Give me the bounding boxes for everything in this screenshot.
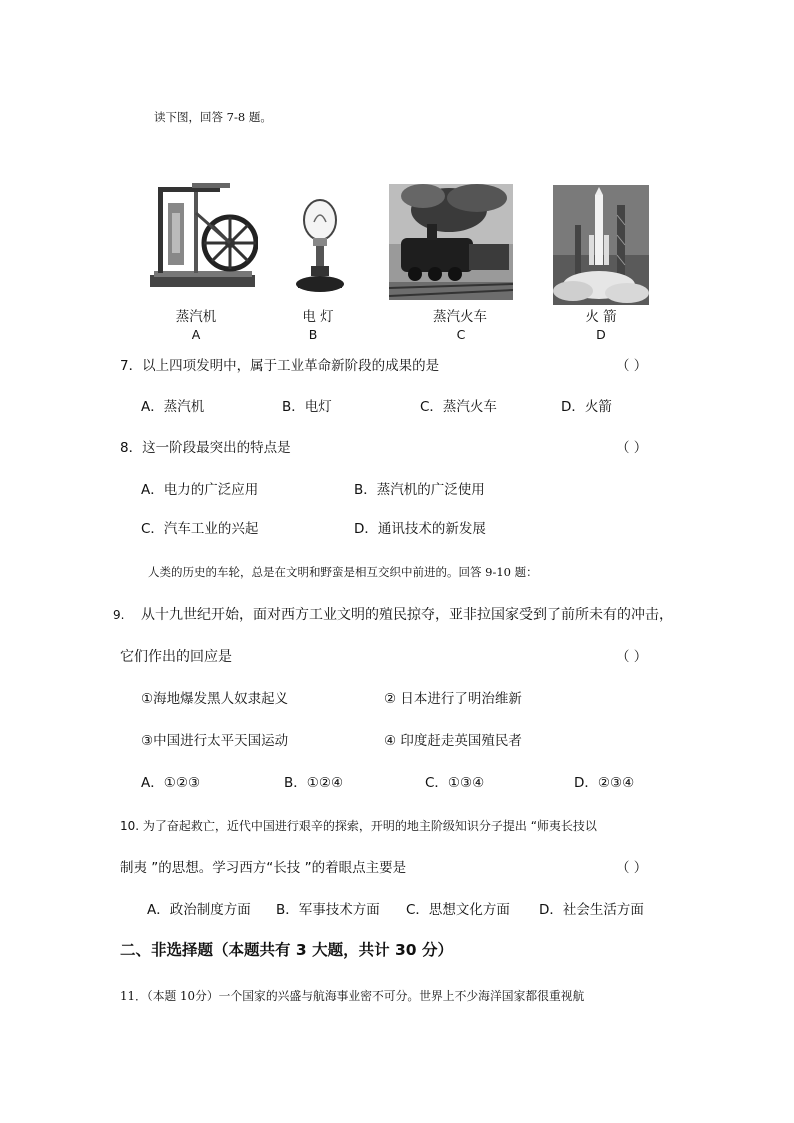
picture-letter-d: D [596,327,606,342]
q7-option-a: A．蒸汽机 [141,399,205,415]
q8-option-d: D．通讯技术的新发展 [354,521,486,537]
intro-9-10: 人类的历史的车轮，总是在文明和野蛮是相互交织中前进的。回答 9-10 题： [148,565,538,579]
q9-option-d: D．②③④ [574,775,635,791]
picture-caption-d: 火 箭 [585,309,617,325]
q8-answer-bracket: （ ） [616,440,648,456]
q7-answer-bracket: （ ） [616,358,648,374]
q9-number: 9. [113,608,125,622]
q9-option-c: C．①③④ [425,775,485,791]
q9-stem-line1: 从十九世纪开始，面对西方工业文明的殖民掠夺，亚非拉国家受到了前所未有的冲击， [141,607,673,623]
q9-option-a: A．①②③ [141,775,201,791]
q7-option-d: D．火箭 [561,399,612,415]
q9-stem-line2: 它们作出的回应是 [120,649,232,665]
intro-7-8: 读下图，回答 7-8 题。 [154,110,272,124]
q10-option-c: C．思想文化方面 [406,902,510,918]
q10-answer-bracket: （ ） [616,860,648,876]
section-2-title: 二、非选择题（本题共有 3 大题，共计 30 分） [120,941,453,959]
picture-caption-b: 电 灯 [302,309,334,325]
q10-stem-line2: 制夷 ”的思想。学习西方“长技 ”的着眼点主要是 [120,860,407,876]
q9-item-4: ④ 印度赶走英国殖民者 [384,733,522,749]
picture-letter-a: A [191,327,201,342]
q10-stem-line1: 10. 为了奋起救亡，近代中国进行艰辛的探索，开明的地主阶级知识分子提出 “师夷长技以 [120,819,597,833]
q9-item-2: ② 日本进行了明治维新 [384,691,522,707]
q8-option-a: A．电力的广泛应用 [141,482,259,498]
q11-stem-line1: 11．（本题 10分）一个国家的兴盛与航海事业密不可分。世界上不少海洋国家都很重视航 [120,989,585,1003]
steam-locomotive-image [389,184,513,300]
q7-option-b: B．电灯 [282,399,332,415]
steam-engine-image [150,183,258,289]
q7-stem: 7．以上四项发明中，属于工业革命新阶段的成果的是 [120,358,440,374]
q10-option-a: A．政治制度方面 [147,902,251,918]
q7-option-c: C．蒸汽火车 [420,399,497,415]
q9-item-1: ①海地爆发黑人奴隶起义 [141,691,289,707]
picture-caption-a: 蒸汽机 [175,309,217,325]
q10-option-b: B．军事技术方面 [276,902,380,918]
light-bulb-image [294,198,346,294]
picture-caption-c: 蒸汽火车 [433,309,487,325]
q9-answer-bracket: （ ） [616,649,648,665]
q8-option-b: B．蒸汽机的广泛使用 [354,482,485,498]
q8-stem: 8．这一阶段最突出的特点是 [120,440,291,456]
q8-option-c: C．汽车工业的兴起 [141,521,259,537]
picture-letter-c: C [456,327,466,342]
q9-option-b: B．①②④ [284,775,344,791]
rocket-image [553,185,649,305]
q9-item-3: ③中国进行太平天国运动 [141,733,289,749]
picture-letter-b: B [308,327,318,342]
q10-option-d: D．社会生活方面 [539,902,644,918]
